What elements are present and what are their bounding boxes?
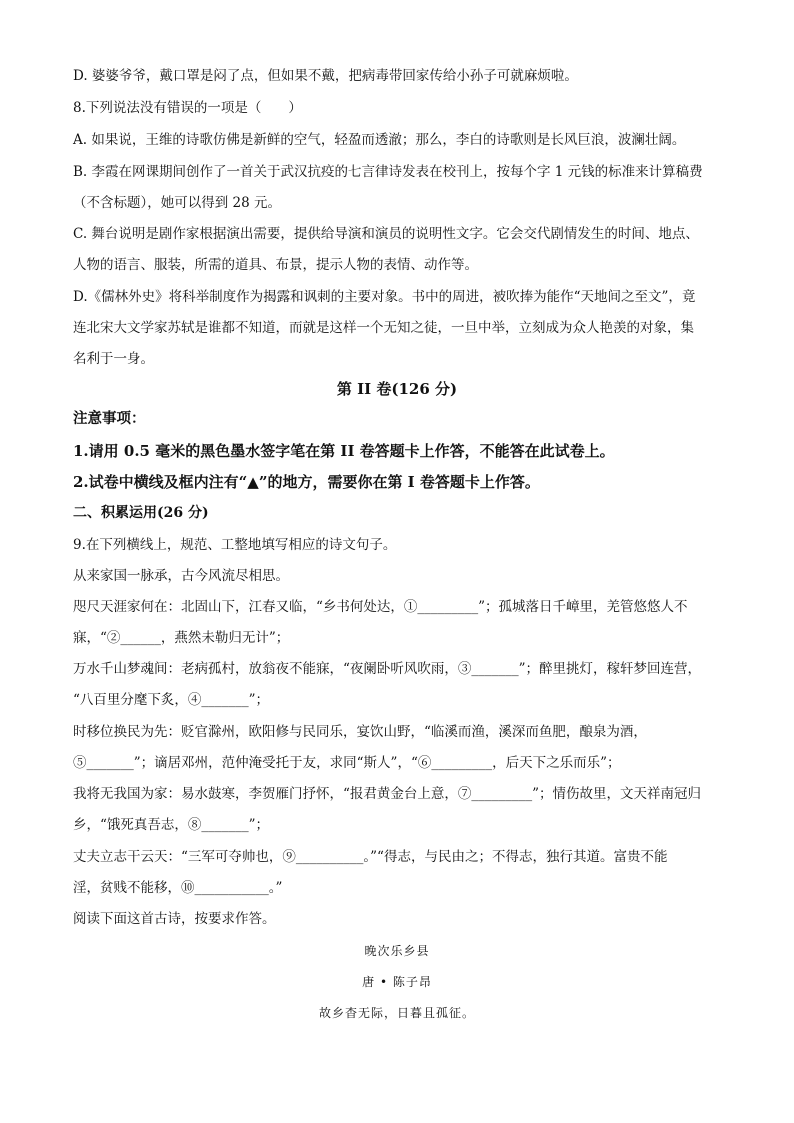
poem-author: 唐 • 陈子昂 [362, 975, 432, 989]
notice-heading: 注意事项： [73, 410, 146, 427]
option-d-line: D. 婆婆爷爷，戴口罩是闷了点，但如果不戴，把病毒带回家传给小孙子可就麻烦啦。 [73, 68, 578, 84]
q9-blank-line-5: 时移位换民为先：贬官滁州，欧阳修与民同乐，宴饮山野，“临溪而渔，溪深而鱼肥，酿泉为酒， [73, 724, 647, 740]
option-c-line-2: 人物的语言、服装，所需的道具、布景，提示人物的表情、动作等。 [73, 257, 478, 273]
option-c-line: C. 舞台说明是剧作家根据演出需要，提供给导演和演员的说明性文字。它会交代剧情发生的时间、地点、 [73, 226, 699, 242]
poem-line-1: 故乡杳无际，日暮且孤征。 [318, 1006, 475, 1020]
notice-item-1: 1.请用 0.5 毫米的黑色墨水签字笔在第 II 卷答题卡上作答，不能答在此试卷上。 [73, 442, 615, 460]
part-2-heading: 二、积累运用(26 分) [73, 505, 209, 521]
option-a-line: A. 如果说，王维的诗歌仿佛是新鲜的空气，轻盈而透澈；那么，李白的诗歌则是长风巨浪，波澜壮阔。 [73, 132, 686, 148]
q9-blank-line-6: ⑤_______”；谪居邓州，范仲淹受托于友，求同“斯人”，“⑥_________，后天下之乐而乐”； [73, 755, 621, 771]
poem-title: 晚次乐乡县 [364, 944, 430, 958]
q9-blank-line-8: 乡，“饿死真吾志，⑧_______”； [73, 817, 270, 833]
section-title: 第 II 卷(126 分) [336, 380, 458, 398]
option-b-line: B. 李霞在网课期间创作了一首关于武汉抗疫的七言律诗发表在校刊上，按每个字 1 元钱的标准来计算稿费 [73, 164, 703, 180]
option-d2-line: D.《儒林外史》将科举制度作为揭露和讽刺的主要对象。书中的周进，被吹捧为能作“天地间之至文”，竟 [73, 289, 696, 305]
question-9-stem: 9.在下列横线上，规范、工整地填写相应的诗文句子。 [73, 537, 397, 553]
q9-intro: 从来家国一脉承，古今风流尽相思。 [73, 568, 289, 584]
notice-item-2: 2.试卷中横线及框内注有“▲”的地方，需要你在第 I 卷答题卡上作答。 [73, 473, 540, 491]
q9-blank-line-9: 丈夫立志干云天：“三军可夺帅也，⑨__________。”“得志，与民由之；不得志，独行其道。富贵不能 [73, 849, 668, 865]
q9-blank-line-4: “八百里分麾下炙，④_______”； [73, 692, 270, 708]
option-b-line-2: （不含标题），她可以得到 28 元。 [73, 195, 282, 211]
q9-blank-line-10: 淫，贫贱不能移，⑩___________。” [73, 880, 283, 896]
question-8-stem: 8.下列说法没有错误的一项是（ ） [73, 100, 302, 116]
q9-blank-line-2: 寐，“②______，燕然未勒归无计”； [73, 630, 290, 646]
q9-blank-line-3: 万水千山梦魂间：老病孤村，放翁夜不能寐，“夜阑卧听风吹雨，③_______”；醉里挑灯，稼轩梦回连营， [73, 661, 702, 677]
q9-blank-line-1: 咫尺天涯家何在：北固山下，江春又临，“乡书何处达，①_________”；孤城落日千嶂里，羌管悠悠人不 [73, 599, 688, 615]
option-d2-line-2: 连北宋大文学家苏轼是谁都不知道，而就是这样一个无知之徒，一旦中举，立刻成为众人艳羡的对象，集 [73, 320, 694, 336]
option-d2-line-3: 名利于一身。 [73, 351, 154, 367]
q9-blank-line-7: 我将无我国为家：易水鼓寒，李贺雁门抒怀，“报君黄金台上意，⑦_________”；情伤故里，文天祥南冠归 [73, 786, 702, 802]
reading-instruction: 阅读下面这首古诗，按要求作答。 [73, 911, 276, 927]
